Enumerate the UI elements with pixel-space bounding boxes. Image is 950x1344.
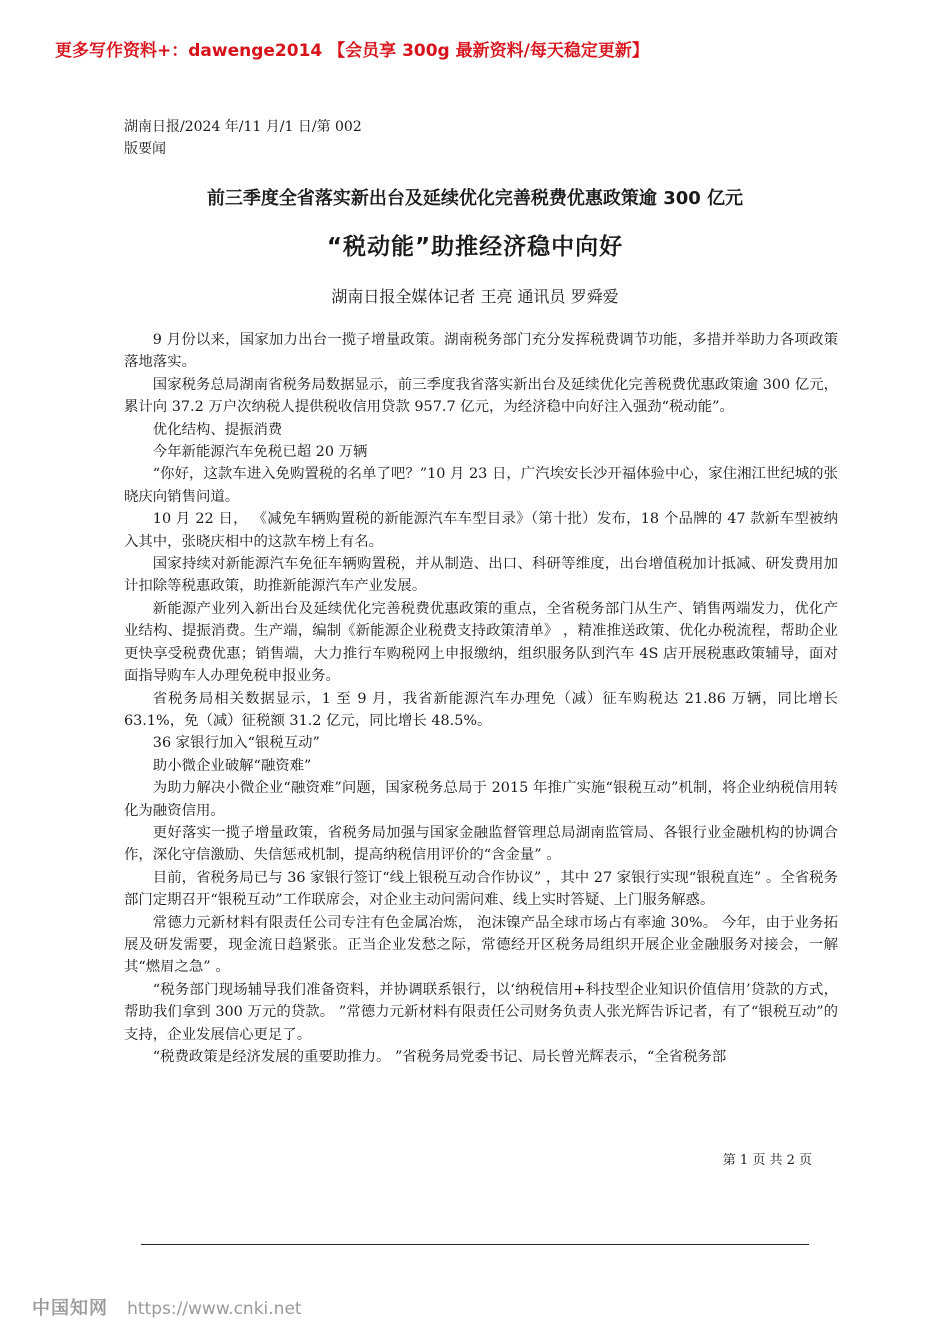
section-line: 版要闻 (124, 141, 166, 157)
article-byline: 湖南日报全媒体记者 王亮 通讯员 罗舜爱 (331, 287, 619, 306)
promo-banner: 更多写作资料+：dawenge2014 【会员享 300g 最新资料/每天稳定更新】 (55, 41, 649, 61)
paragraph: 省税务局相关数据显示，1 至 9 月，我省新能源汽车办理免（减）征车购税达 21.86 万辆，同比增长 63.1%，免（减）征税额 31.2 亿元，同比增长 48.5%。 (124, 690, 838, 729)
section-heading: 优化结构、提振消费 (152, 421, 283, 438)
cnki-url: https://www.cnki.net (127, 1299, 302, 1319)
paragraph: 国家税务总局湖南省税务局数据显示，前三季度我省落实新出台及延续优化完善税费优惠政策逾 300 亿元，累计向 37.2 万户次纳税人提供税收信用贷款 957.7 亿元，为经济稳中向好注入强劲“税动能”。 (124, 376, 838, 416)
cnki-logo-text: 中国知网 (32, 1298, 108, 1319)
source-line: 湖南日报/2024 年/11 月/1 日/第 002 (124, 119, 362, 135)
paragraph: “税务部门现场辅导我们准备资料，并协调联系银行，以‘纳税信用+科技型企业知识价值信用’贷款的方式，帮助我们拿到 300 万元的贷款。 ”常德力元新材料有限责任公司财务负责人张光辉告诉记者，有了“银税互动”的支持，企业发展信心更足了。 (124, 981, 838, 1043)
article-title: “税动能”助推经济稳中向好 (326, 234, 624, 260)
paragraph: “你好，这款车进入免购置税的名单了吧？”10 月 23 日，广汽埃安长沙开福体验中心，家住湘江世纪城的张晓庆向销售问道。 (124, 466, 838, 505)
paragraph: 新能源产业列入新出台及延续优化完善税费优惠政策的重点，全省税务部门从生产、销售两端发力，优化产业结构、提振消费。生产端，编制《新能源企业税费支持政策清单》 ，精准推送政策、优化办税流程，帮助企业更快享受税费优惠；销售端，大力推行车购税网上申报缴纳，组织服务队到汽车 4S 店开展税惠政策辅导，面对面指导购车人办理免税申报业务。 (124, 600, 838, 685)
section-heading: 助小微企业破解“融资难” (152, 757, 312, 774)
article-subtitle: 前三季度全省落实新出台及延续优化完善税费优惠政策逾 300 亿元 (206, 188, 744, 209)
paragraph: 国家持续对新能源汽车免征车辆购置税，并从制造、出口、科研等维度，出台增值税加计抵减、研发费用加计扣除等税惠政策，助推新能源汽车产业发展。 (124, 556, 838, 595)
paragraph: 10 月 22 日， 《减免车辆购置税的新能源汽车车型目录》（第十批）发布，18 个品牌的 47 款新车型被纳入其中，张晓庆相中的这款车榜上有名。 (124, 511, 838, 550)
paragraph: “税费政策是经济发展的重要助推力。 ”省税务局党委书记、局长曾光辉表示，“全省税务部 (152, 1049, 727, 1065)
article-meta (124, 116, 424, 160)
page-number: 第 1 页 共 2 页 (722, 1153, 812, 1168)
paragraph: 更好落实一揽子增量政策，省税务局加强与国家金融监督管理总局湖南监管局、各银行业金融机构的协调合作，深化守信激励、失信惩戒机制，提高纳税信用评价的“含金量” 。 (124, 824, 838, 864)
section-heading: 今年新能源汽车免税已超 20 万辆 (152, 444, 368, 461)
paragraph: 9 月份以来，国家加力出台一揽子增量政策。湖南税务部门充分发挥税费调节功能，多措并举助力各项政策落地落实。 (124, 332, 838, 371)
footer-watermark (32, 1294, 302, 1320)
article-body (124, 329, 838, 1068)
section-heading: 36 家银行加入“银税互动” (152, 735, 320, 752)
paragraph: 常德力元新材料有限责任公司专注有色金属冶炼， 泡沫镍产品全球市场占有率逾 30%。 今年，由于业务拓展及研发需要，现金流日趋紧张。正当企业发愁之际，常德经开区税务局组织开展企业金融服务对接会，一解其“燃眉之急” 。 (124, 914, 838, 976)
paragraph: 目前，省税务局已与 36 家银行签订“线上银税互动合作协议” ，其中 27 家银行实现“银税直连” 。全省税务部门定期召开“银税互动”工作联席会，对企业主动问需问难、线上实时答疑、上门服务解惑。 (124, 869, 838, 909)
paragraph: 为助力解决小微企业“融资难”问题，国家税务总局于 2015 年推广实施“银税互动”机制，将企业纳税信用转化为融资信用。 (124, 780, 838, 819)
footer-divider (141, 1244, 809, 1245)
